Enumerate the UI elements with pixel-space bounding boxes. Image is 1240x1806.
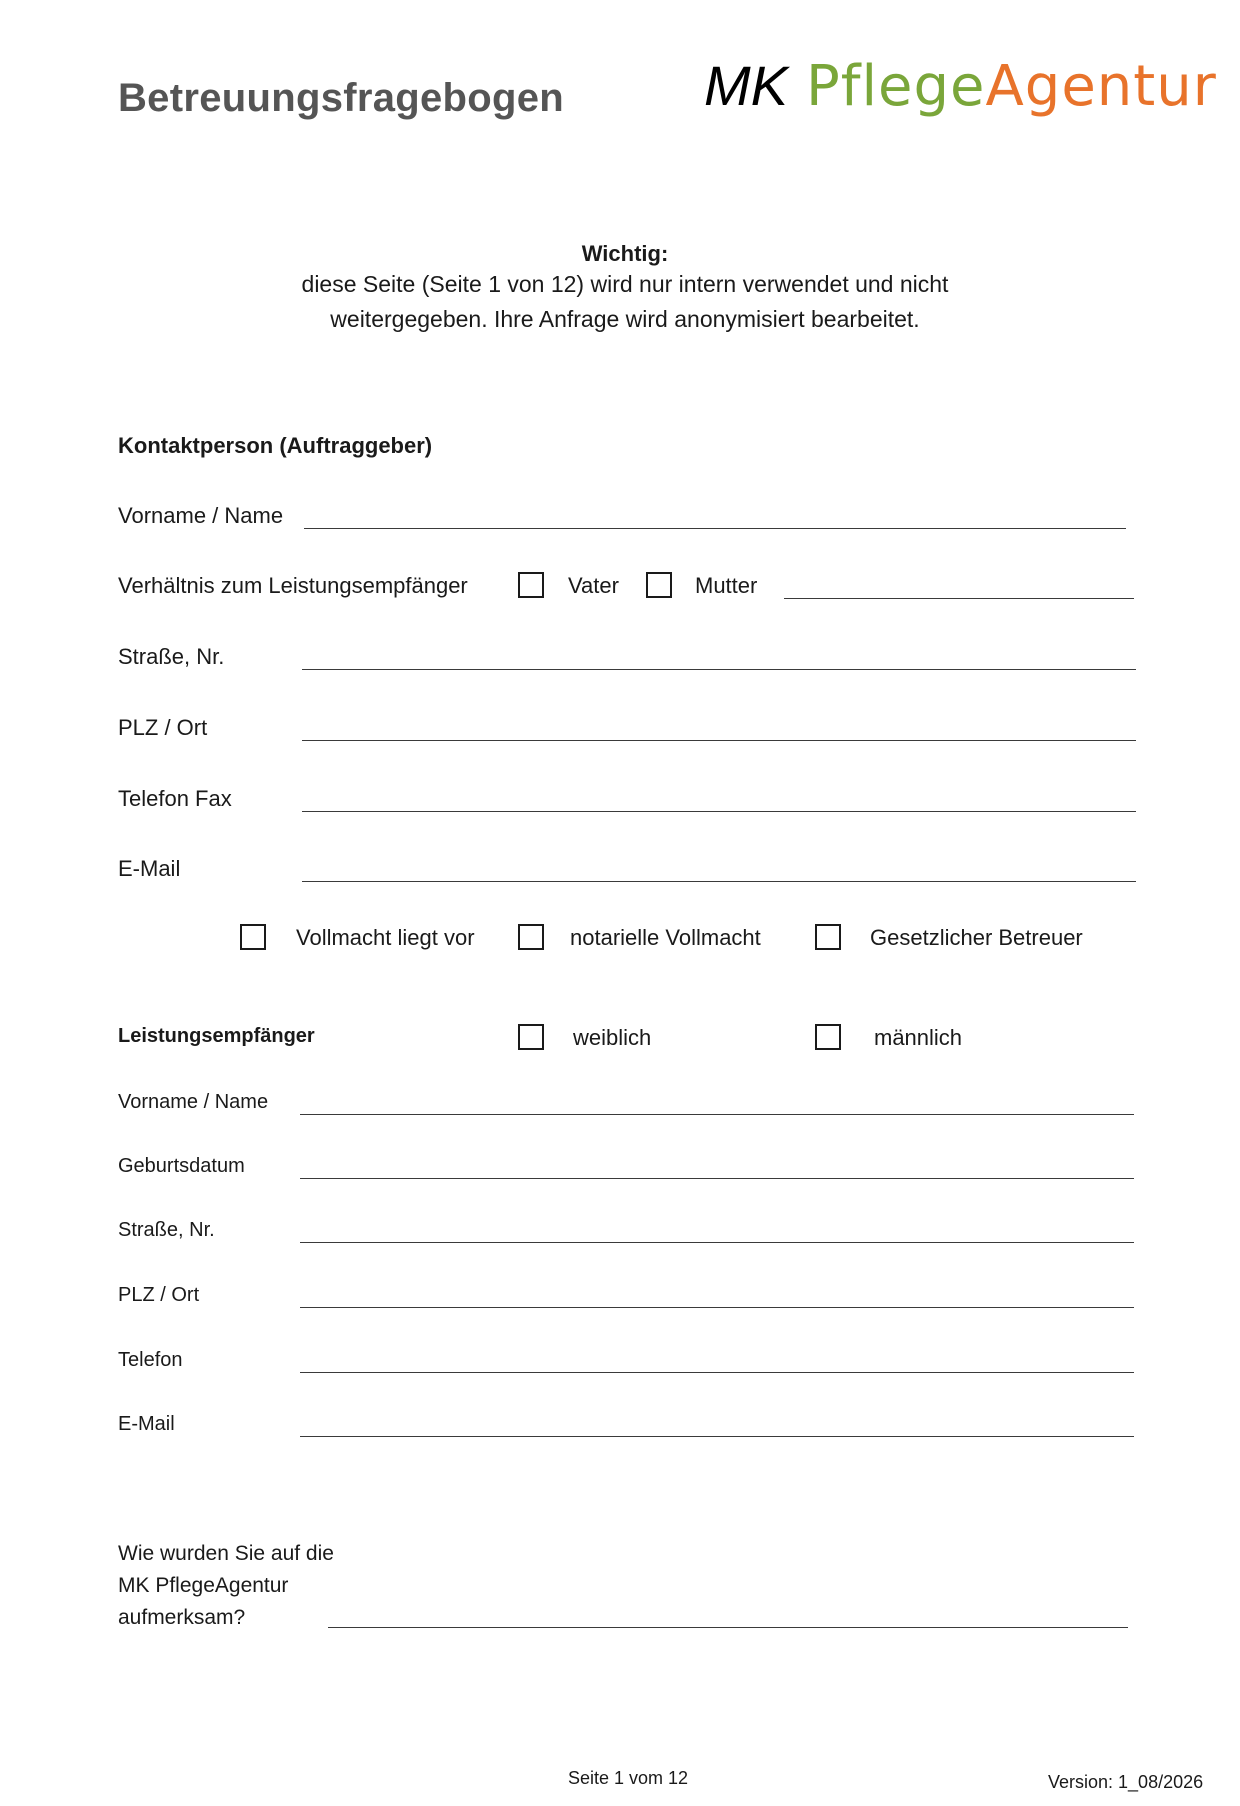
recipient-city-label: PLZ / Ort	[118, 1284, 200, 1306]
gender-female-checkbox[interactable]	[518, 1024, 544, 1050]
birthdate-label: Geburtsdatum	[118, 1155, 245, 1177]
logo-mk: MK	[704, 54, 788, 117]
contact-street-field[interactable]	[302, 669, 1136, 670]
birthdate-field[interactable]	[300, 1178, 1134, 1179]
logo-agentur: Agentur	[985, 54, 1217, 119]
recipient-phone-field[interactable]	[300, 1372, 1134, 1373]
contact-street-label: Straße, Nr.	[118, 644, 225, 669]
notice-line-2: weitergegeben. Ihre Anfrage wird anonymisiert bearbeitet.	[330, 306, 920, 332]
notice-line-1: diese Seite (Seite 1 von 12) wird nur intern verwendet und nicht	[301, 271, 949, 297]
contact-email-label: E-Mail	[118, 856, 181, 881]
notarial-checkbox[interactable]	[518, 924, 544, 950]
contact-city-label: PLZ / Ort	[118, 715, 208, 740]
referral-question	[118, 1538, 334, 1634]
contact-city-field[interactable]	[302, 740, 1136, 741]
relation-father-label: Vater	[568, 573, 619, 598]
recipient-street-label: Straße, Nr.	[118, 1219, 215, 1241]
page-number: Seite 1 vom 12	[568, 1768, 689, 1788]
legal-guardian-label: Gesetzlicher Betreuer	[870, 925, 1083, 950]
relation-label: Verhältnis zum Leistungsempfänger	[118, 573, 468, 598]
gender-female-label: weiblich	[573, 1025, 652, 1050]
recipient-name-label: Vorname / Name	[118, 1091, 269, 1113]
referral-line-1: Wie wurden Sie auf die	[118, 1542, 334, 1565]
legal-guardian-checkbox[interactable]	[815, 924, 841, 950]
referral-field[interactable]	[328, 1627, 1128, 1628]
recipient-city-field[interactable]	[300, 1307, 1134, 1308]
contact-phone-label: Telefon Fax	[118, 786, 232, 811]
recipient-email-label: E-Mail	[118, 1413, 175, 1435]
relation-father-checkbox[interactable]	[518, 572, 544, 598]
version-label: Version: 1_08/2026	[1048, 1772, 1204, 1792]
recipient-section-heading: Leistungsempfänger	[118, 1025, 315, 1047]
referral-line-3: aufmerksam?	[118, 1606, 246, 1629]
recipient-email-field[interactable]	[300, 1436, 1134, 1437]
power-of-attorney-checkbox[interactable]	[240, 924, 266, 950]
relation-other-field[interactable]	[784, 598, 1134, 599]
contact-name-field[interactable]	[304, 528, 1126, 529]
logo-pflege: Pflege	[806, 54, 986, 119]
company-logo	[704, 54, 1217, 119]
power-of-attorney-label: Vollmacht liegt vor	[296, 925, 475, 950]
contact-email-field[interactable]	[302, 881, 1136, 882]
relation-mother-label: Mutter	[695, 573, 758, 598]
contact-phone-field[interactable]	[302, 811, 1136, 812]
notice-heading: Wichtig:	[581, 241, 669, 266]
relation-mother-checkbox[interactable]	[646, 572, 672, 598]
notarial-label: notarielle Vollmacht	[570, 925, 761, 950]
notice-text	[240, 267, 1010, 337]
gender-male-label: männlich	[874, 1025, 963, 1050]
recipient-street-field[interactable]	[300, 1242, 1134, 1243]
referral-line-2: MK PflegeAgentur	[118, 1574, 289, 1597]
recipient-name-field[interactable]	[300, 1114, 1134, 1115]
contact-section-heading: Kontaktperson (Auftraggeber)	[118, 433, 433, 458]
contact-name-label: Vorname / Name	[118, 503, 284, 528]
recipient-phone-label: Telefon	[118, 1349, 183, 1371]
page-title: Betreuungsfragebogen	[118, 76, 565, 120]
gender-male-checkbox[interactable]	[815, 1024, 841, 1050]
